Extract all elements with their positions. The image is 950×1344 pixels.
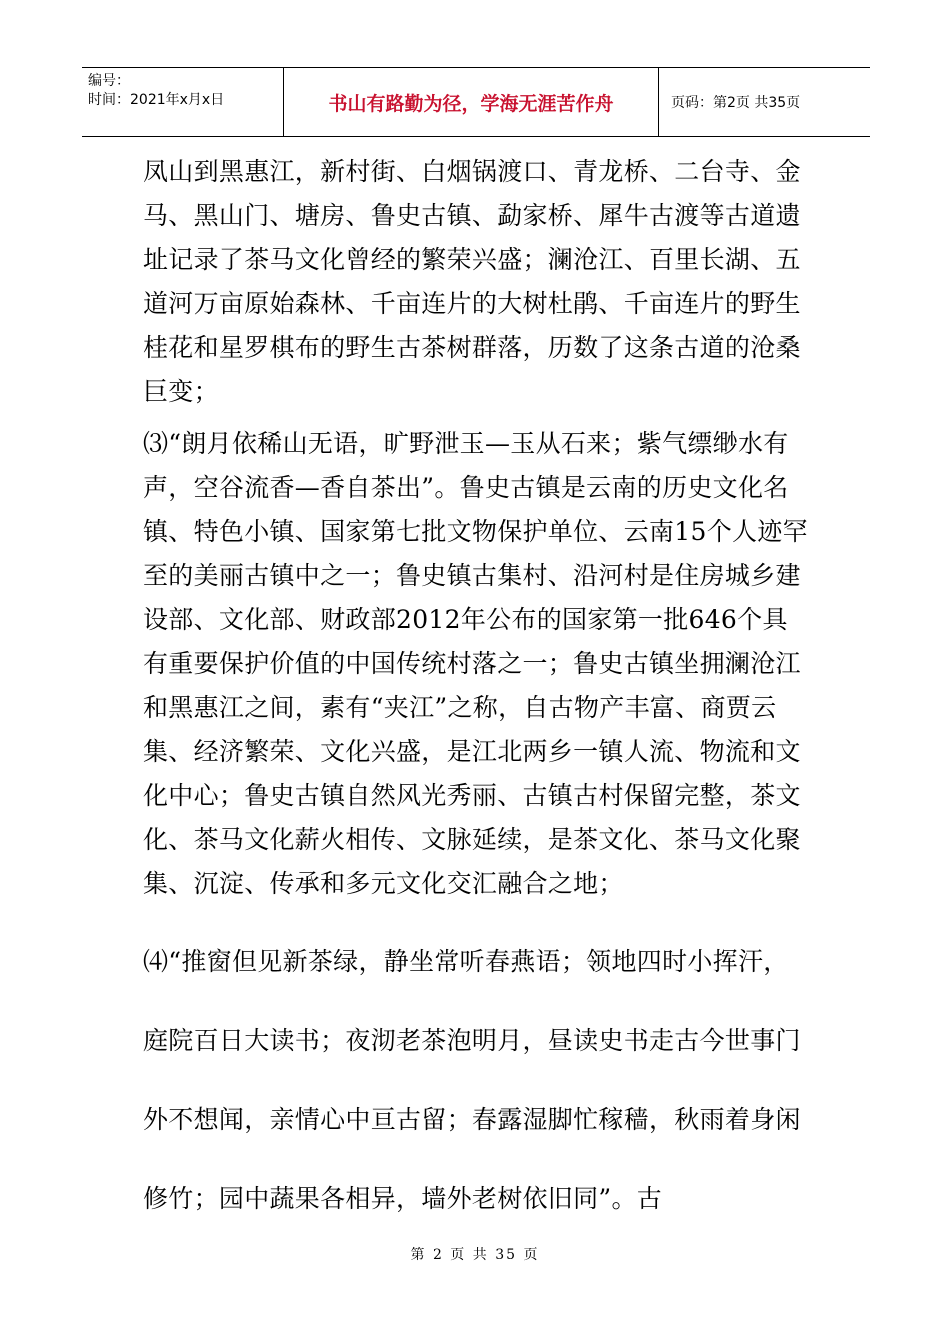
page-header: [82, 67, 870, 137]
document-body: [143, 150, 809, 1238]
header-meta: [82, 68, 284, 136]
paragraph-1: 凤山到黑惠江，新村街、白烟锅渡口、青龙桥、二台寺、金马、黑山门、塘房、鲁史古镇、勐家桥、犀牛古渡等古道遗址记录了茶马文化曾经的繁荣兴盛；澜沧江、百里长湖、五道河万亩原始森林、千亩连片的大树杜鹃、千亩连片的野生桂花和星罗棋布的野生古茶树群落，历数了这条古道的沧桑巨变；: [143, 157, 801, 406]
header-page-info: 页码：第2页 共35页: [671, 95, 801, 111]
header-motto: 书山有路勤为径，学海无涯苦作舟: [284, 68, 659, 136]
paragraph-2: ⑶“朗月依稀山无语，旷野泄玉—玉从石来；紫气缥缈水有声，空谷流香—香自茶出”。鲁史古镇是云南的历史文化名镇、特色小镇、国家第七批文物保护单位、云南15个人迹罕至的美丽古镇中之一；鲁史镇古集村、沿河村是住房城乡建设部、文化部、财政部2012年公布的国家第一批646个具有重要保护价值的中国传统村落之一；鲁史古镇坐拥澜沧江和黑惠江之间，素有“夹江”之称，自古物产丰富、商贾云集、经济繁荣、文化兴盛，是江北两乡一镇人流、物流和文化中心；鲁史古镇自然风光秀丽、古镇古村保留完整，茶文化、茶马文化薪火相传、文脉延续，是茶文化、茶马文化聚集、沉淀、传承和多元文化交汇融合之地；: [143, 429, 808, 898]
date-label: 时间：2021年x月x日: [88, 92, 225, 108]
page-footer: 第 2 页 共 35 页: [410, 1247, 540, 1263]
paragraph-3: ⑷“推窗但见新茶绿，静坐常听春燕语；领地四时小挥汗，庭院百日大读书；夜沏老茶泡明月，昼读史书走古今世事门外不想闻，亲情心中亘古留；春露湿脚忙稼穑，秋雨着身闲修竹；园中蔬果各相异，墙外老树依旧同”。古: [143, 947, 801, 1213]
serial-label: 编号：: [88, 73, 130, 89]
